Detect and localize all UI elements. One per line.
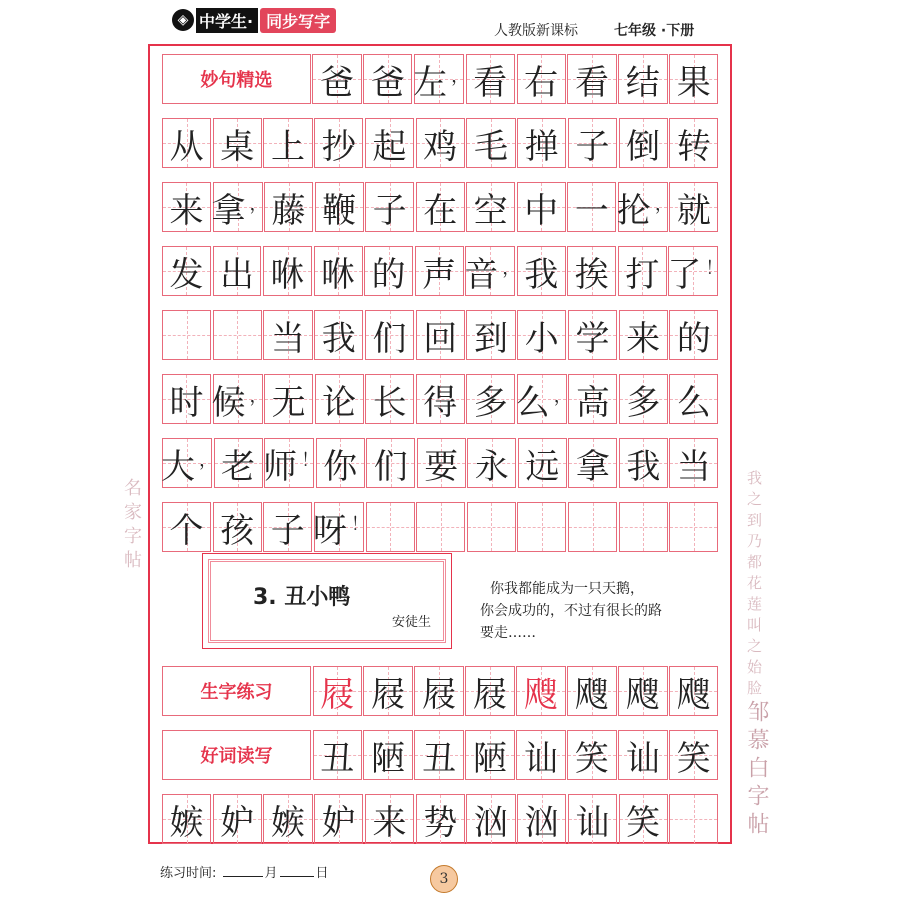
punctuation-mark: ！ <box>350 514 369 535</box>
grid-char: 藤 <box>271 190 306 231</box>
grid-cell <box>315 374 364 424</box>
grid-cell <box>464 246 521 296</box>
grid-char: 远 <box>525 446 560 487</box>
grid-cell <box>313 730 362 780</box>
grid-cell <box>517 118 566 168</box>
grid-char: 发 <box>169 254 204 295</box>
page-header <box>0 0 900 40</box>
grid-char: 屐 <box>422 674 457 715</box>
grid-cell <box>466 182 515 232</box>
grid-cell <box>619 374 668 424</box>
grid-cell <box>669 374 718 424</box>
grid-cell <box>466 54 515 104</box>
grid-char: 我 <box>321 318 356 359</box>
grid-char: 中 <box>524 190 559 231</box>
grid-cell <box>669 730 718 780</box>
grid-cell <box>263 438 320 488</box>
grid-char: 要 <box>424 446 459 487</box>
grid-char: 结 <box>625 62 660 103</box>
grid-char: 声 <box>422 254 457 295</box>
grid-char: 屐 <box>371 674 406 715</box>
grid-char: 的 <box>371 254 406 295</box>
side-title: 邹慕白字帖 <box>744 700 769 840</box>
punctuation-mark: ！ <box>301 450 320 471</box>
grid-char: 爸 <box>319 62 354 103</box>
grid-cell <box>162 310 211 360</box>
grid-cell <box>517 310 566 360</box>
grid-char: 拿 <box>211 190 246 231</box>
label-new-chars: 生字练习 <box>162 666 311 716</box>
grid-cell <box>313 666 362 716</box>
grid-char: 多 <box>473 382 508 423</box>
grid-cell <box>619 502 668 552</box>
grid-char: 拿 <box>575 446 610 487</box>
grid-char: 屐 <box>320 674 355 715</box>
grid-char: 势 <box>423 802 458 843</box>
excerpt-row <box>162 438 720 488</box>
grid-cell <box>618 54 667 104</box>
excerpt-row <box>162 246 724 296</box>
grid-cell <box>162 502 211 552</box>
grid-char: 笑 <box>626 802 661 843</box>
grid-char: 论 <box>322 382 357 423</box>
grid-char: 丑 <box>422 738 457 779</box>
grid-char: 起 <box>372 126 407 167</box>
grid-cell <box>314 246 363 296</box>
grid-cell <box>516 666 565 716</box>
side-label-right: 我之到乃都花莲叫之始脸 <box>745 470 763 701</box>
grid-char: 候 <box>211 382 246 423</box>
practice-time-label: 练习时间: <box>160 866 217 881</box>
grid-cell <box>213 310 262 360</box>
grid-char: 转 <box>676 126 711 167</box>
practice-time <box>160 862 329 881</box>
grid-cell <box>211 182 268 232</box>
grid-cell <box>263 502 312 552</box>
grid-cell <box>466 794 515 844</box>
grid-char: 了 <box>667 254 702 295</box>
grid-char: 抡 <box>616 190 651 231</box>
lesson-author: 安徒生 <box>391 615 431 630</box>
grid-cell <box>669 182 718 232</box>
grid-char: 嫉 <box>271 802 306 843</box>
excerpt-row <box>162 182 720 232</box>
grid-char: 陋 <box>371 738 406 779</box>
practice-row <box>162 794 720 844</box>
grid-cell <box>161 438 217 488</box>
grid-cell <box>416 182 465 232</box>
grid-cell <box>518 438 567 488</box>
grid-cell <box>264 374 313 424</box>
grid-char: 长 <box>372 382 407 423</box>
grid-char: 果 <box>676 62 711 103</box>
lesson-title: 3. 丑小鸭 <box>253 585 351 610</box>
grid-cell <box>213 246 262 296</box>
grid-cell <box>413 54 470 104</box>
grid-cell <box>669 54 718 104</box>
grid-cell <box>669 666 718 716</box>
punctuation-mark: ， <box>451 66 470 87</box>
grid-char: 毛 <box>473 126 508 167</box>
grid-char: 子 <box>575 126 610 167</box>
grid-cell <box>363 730 412 780</box>
grid-cell <box>213 502 262 552</box>
grid-char: 老 <box>221 446 256 487</box>
grid-cell <box>365 374 414 424</box>
brand-text-a: 中学生· <box>196 8 258 33</box>
grid-cell <box>316 438 365 488</box>
quote-line-2: 你会成功的，不过有很长的路 <box>480 603 662 619</box>
quote-line-1: 你我都能成为一只天鹅， <box>490 581 644 597</box>
grid-char: 笑 <box>676 738 711 779</box>
grid-char: 从 <box>169 126 204 167</box>
grid-cell <box>669 118 718 168</box>
grid-char: 妒 <box>321 802 356 843</box>
grid-cell <box>669 310 718 360</box>
grid-char: 桌 <box>220 126 255 167</box>
grid-char: 呀 <box>312 510 347 551</box>
grid-cell <box>314 310 363 360</box>
excerpt-row <box>162 502 720 552</box>
grid-char: 个 <box>169 510 204 551</box>
edition-label: 人教版新课标 <box>494 23 578 39</box>
grid-cell <box>669 794 718 844</box>
grid-cell <box>669 438 718 488</box>
grid-char: 挨 <box>574 254 609 295</box>
grid-char: 鞭 <box>322 190 357 231</box>
grid-char: 永 <box>474 446 509 487</box>
grid-char: 掸 <box>524 126 559 167</box>
grid-char: 陋 <box>473 738 508 779</box>
grid-char: 爸 <box>370 62 405 103</box>
grid-char: 抄 <box>321 126 356 167</box>
grid-char: 汹 <box>524 802 559 843</box>
grid-cell <box>517 502 566 552</box>
grid-cell <box>263 794 312 844</box>
grid-cell <box>619 118 668 168</box>
grid-cell <box>568 118 617 168</box>
grid-cell <box>366 438 415 488</box>
day-blank[interactable] <box>280 876 314 877</box>
grid-cell <box>213 118 262 168</box>
grid-cell <box>568 438 617 488</box>
grid-char: 笑 <box>574 738 609 779</box>
grid-char: 飕 <box>574 674 609 715</box>
grid-cell <box>568 502 617 552</box>
grid-cell <box>618 246 667 296</box>
grid-char: 当 <box>676 446 711 487</box>
grid-cell <box>619 438 668 488</box>
grid-cell <box>416 310 465 360</box>
grid-char: 打 <box>625 254 660 295</box>
grid-cell <box>516 730 565 780</box>
punctuation-mark: ！ <box>705 258 724 279</box>
excerpt-row <box>162 310 720 360</box>
grid-cell <box>366 502 415 552</box>
grid-char: 就 <box>676 190 711 231</box>
grid-cell <box>417 438 466 488</box>
grid-char: 的 <box>676 318 711 359</box>
grid-cell <box>568 374 617 424</box>
grid-char: 师 <box>263 446 298 487</box>
excerpt-row <box>162 374 720 424</box>
grid-cell <box>467 438 516 488</box>
grid-char: 小 <box>524 318 559 359</box>
grade-label: 七年级 ·下册 <box>614 23 695 39</box>
grid-cell <box>162 374 211 424</box>
grid-char: 妒 <box>220 802 255 843</box>
grid-cell <box>517 54 566 104</box>
grid-cell <box>363 54 412 104</box>
grid-cell <box>414 666 463 716</box>
grid-cell <box>568 310 617 360</box>
grid-char: 空 <box>473 190 508 231</box>
lesson-title-box <box>202 553 452 649</box>
grid-char: 鸡 <box>423 126 458 167</box>
grid-char: 音 <box>464 254 499 295</box>
grid-cell <box>466 374 515 424</box>
grid-cell <box>312 502 369 552</box>
grid-cell <box>567 54 616 104</box>
practice-row <box>162 730 720 780</box>
grid-cell <box>619 794 668 844</box>
grid-cell <box>465 666 514 716</box>
grid-char: 嫉 <box>169 802 204 843</box>
month-blank[interactable] <box>223 876 263 877</box>
grid-cell <box>365 182 414 232</box>
grid-char: 看 <box>575 62 609 103</box>
day-label: 日 <box>315 866 329 881</box>
grid-cell <box>312 54 361 104</box>
punctuation-mark: ， <box>654 194 673 215</box>
grid-cell <box>213 794 262 844</box>
grid-char: 讪 <box>575 802 610 843</box>
grid-cell <box>567 666 616 716</box>
grid-cell <box>315 182 364 232</box>
grid-char: 讪 <box>523 738 558 779</box>
brand-icon: ◈ <box>172 9 194 31</box>
grid-char: 子 <box>372 190 407 231</box>
grid-cell <box>416 502 465 552</box>
grid-char: 们 <box>372 318 407 359</box>
grid-char: 高 <box>575 382 610 423</box>
grid-char: 飕 <box>625 674 660 715</box>
grid-cell <box>211 374 268 424</box>
grid-cell <box>619 310 668 360</box>
grid-cell <box>162 118 211 168</box>
grid-cell <box>365 794 414 844</box>
grid-char: 我 <box>524 254 559 295</box>
punctuation-mark: ， <box>199 450 217 471</box>
grid-char: 屐 <box>473 674 508 715</box>
grid-char: 一 <box>574 190 609 231</box>
punctuation-mark: ， <box>502 258 521 279</box>
grid-cell <box>517 182 566 232</box>
grid-char: 在 <box>423 190 458 231</box>
grid-char: 丑 <box>320 738 355 779</box>
grid-cell <box>416 118 465 168</box>
punctuation-mark: ， <box>249 386 268 407</box>
label-good-words: 好词读写 <box>162 730 311 780</box>
grid-char: 上 <box>271 126 306 167</box>
grid-char: 孩 <box>220 510 255 551</box>
grid-char: 右 <box>524 62 559 103</box>
grid-cell <box>465 730 514 780</box>
punctuation-mark: ， <box>553 386 572 407</box>
brand-logo <box>172 8 336 32</box>
grid-char: 看 <box>473 62 508 103</box>
practice-row <box>162 666 720 716</box>
quote-line-3: 要走…… <box>480 625 536 641</box>
grid-cell <box>567 182 616 232</box>
grid-cell <box>669 502 718 552</box>
grid-char: 飕 <box>676 674 711 715</box>
grid-char: 们 <box>373 446 408 487</box>
grid-cell <box>567 246 616 296</box>
grid-cell <box>517 794 566 844</box>
grid-cell <box>567 730 616 780</box>
grid-cell <box>365 118 414 168</box>
grid-char: 回 <box>423 318 458 359</box>
label-excerpt: 妙句精选 <box>162 54 311 104</box>
excerpt-row <box>162 54 720 104</box>
grid-cell <box>365 310 414 360</box>
grid-char: 得 <box>423 382 458 423</box>
grid-char: 到 <box>473 318 508 359</box>
grid-char: 来 <box>626 318 661 359</box>
grid-char: 子 <box>270 510 305 551</box>
grid-char: 学 <box>575 318 610 359</box>
grid-cell <box>618 666 667 716</box>
grid-char: 出 <box>220 254 254 295</box>
grid-cell <box>415 246 464 296</box>
brand-text-b: 同步写字 <box>260 8 336 33</box>
grid-char: 我 <box>626 446 661 487</box>
grid-char: 多 <box>626 382 661 423</box>
grid-cell <box>466 310 515 360</box>
grid-cell <box>263 118 312 168</box>
grid-char: 你 <box>323 446 358 487</box>
grid-cell <box>314 794 363 844</box>
grid-cell <box>568 794 617 844</box>
grid-char: 来 <box>372 802 407 843</box>
grid-char: 左 <box>413 62 448 103</box>
grid-cell <box>416 794 465 844</box>
grid-cell <box>162 182 211 232</box>
grid-cell <box>667 246 724 296</box>
grid-cell <box>515 374 572 424</box>
grid-char: 咻 <box>321 254 356 295</box>
page-number: 3 <box>430 865 458 893</box>
grid-cell <box>616 182 673 232</box>
grid-char: 当 <box>271 318 306 359</box>
grid-cell <box>263 310 312 360</box>
grid-cell <box>162 794 211 844</box>
month-label: 月 <box>264 866 278 881</box>
excerpt-row <box>162 118 720 168</box>
grid-cell <box>264 182 313 232</box>
grid-char: 大 <box>161 446 195 487</box>
grid-cell <box>467 502 516 552</box>
grid-cell <box>517 246 566 296</box>
grid-cell <box>364 246 413 296</box>
grid-char: 么 <box>515 382 550 423</box>
grid-cell <box>214 438 263 488</box>
grid-char: 来 <box>169 190 204 231</box>
side-label-left: 名家字帖 <box>121 478 142 574</box>
grid-char: 讪 <box>625 738 660 779</box>
grid-char: 汹 <box>473 802 508 843</box>
grid-cell <box>414 730 463 780</box>
grid-cell <box>363 666 412 716</box>
grid-char: 倒 <box>626 126 661 167</box>
grid-char: 无 <box>271 382 306 423</box>
grid-cell <box>618 730 667 780</box>
grid-char: 时 <box>169 382 204 423</box>
grid-cell <box>416 374 465 424</box>
grid-char: 么 <box>676 382 711 423</box>
grid-cell <box>162 246 211 296</box>
punctuation-mark: ， <box>249 194 268 215</box>
grid-cell <box>263 246 312 296</box>
grid-char: 飕 <box>523 674 558 715</box>
grid-cell <box>314 118 363 168</box>
grid-cell <box>466 118 515 168</box>
grid-char: 咻 <box>270 254 305 295</box>
